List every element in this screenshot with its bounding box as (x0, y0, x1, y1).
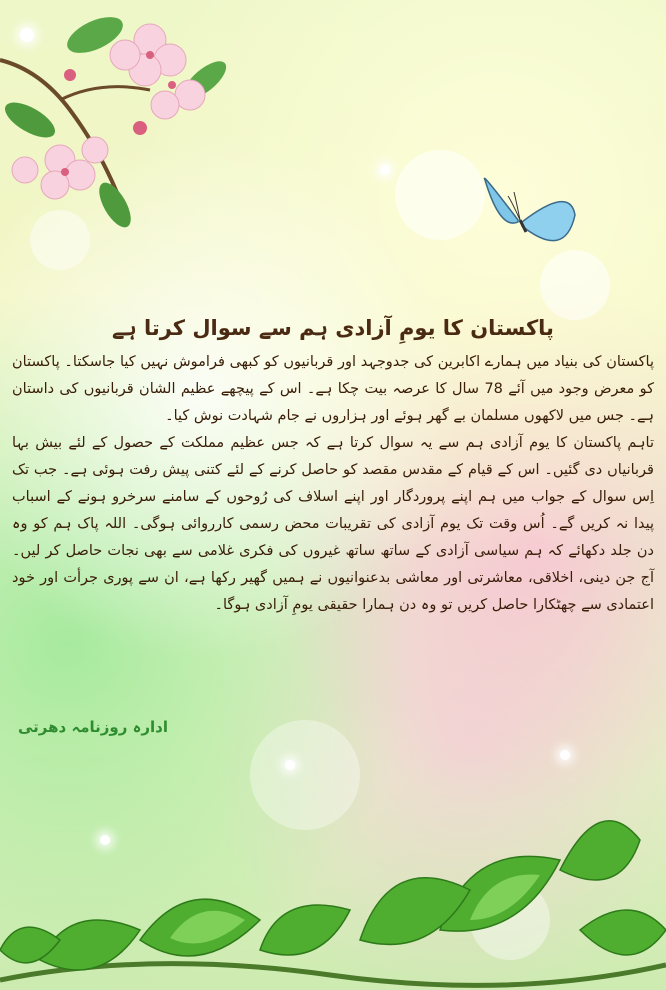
sparkle (380, 165, 390, 175)
blossom-branch-decoration (0, 0, 240, 240)
article-paragraph-2: تاہم پاکستان کا یوم آزادی ہم سے یہ سوال کرتا ہے کہ جس عظیم مملکت کے حصول کے لئے بیش بہا قربانیاں دی گئیں۔ اس کے قیام کے مقدس مقصد کو حاصل کرنے کے لئے کتنی پیش رفت ہوئی ہے۔ جب تک اِس سوال کے جواب میں ہم اپنے پروردگار اور اپنے اسلاف کی رُوحوں کے سامنے سرخرو ہونے کے اسباب پیدا نہ کریں گے۔ اُس وقت تک یوم آزادی کی تقریبات محض رسمی کارروائی ہوگی۔ اللہ پاک ہم کو وہ دن جلد دکھائے کہ ہم سیاسی آزادی کے ساتھ ساتھ غیروں کی فکری غلامی سے بھی نجات حاصل کر لیں۔ آج جن دینی، اخلاقی، معاشرتی اور معاشی بدعنوانیوں نے ہمیں گھیر رکھا ہے، ان سے پوری جرأت اور خود اعتمادی سے چھٹکارا حاصل کریں تو وہ دن ہمارا حقیقی یومِ آزادی ہوگا۔ (12, 435, 654, 613)
publisher-signature: ادارہ روزنامہ دھرتی (18, 718, 169, 736)
sparkle (285, 760, 295, 770)
article-paragraph-1: پاکستان کی بنیاد میں ہمارے اکابرین کی جدوجہد اور قربانیوں کو کبھی فراموش نہیں کیا جاسکتا۔ پاکستان کو معرض وجود میں آئے 78 سال کا عرصہ بیت چکا ہے۔ اس کے پیچھے عظیم الشان قربانیوں کی داستان ہے۔ جس میں لاکھوں مسلمان بے گھر ہوئے اور ہزاروں نے جام شہادت نوش کیا۔ (12, 354, 654, 424)
article-title: پاکستان کا یومِ آزادی ہم سے سوال کرتا ہے (112, 316, 554, 340)
article (12, 313, 654, 619)
green-leaves-decoration (0, 780, 666, 990)
sparkle (560, 750, 570, 760)
butterfly-decoration (470, 160, 580, 270)
